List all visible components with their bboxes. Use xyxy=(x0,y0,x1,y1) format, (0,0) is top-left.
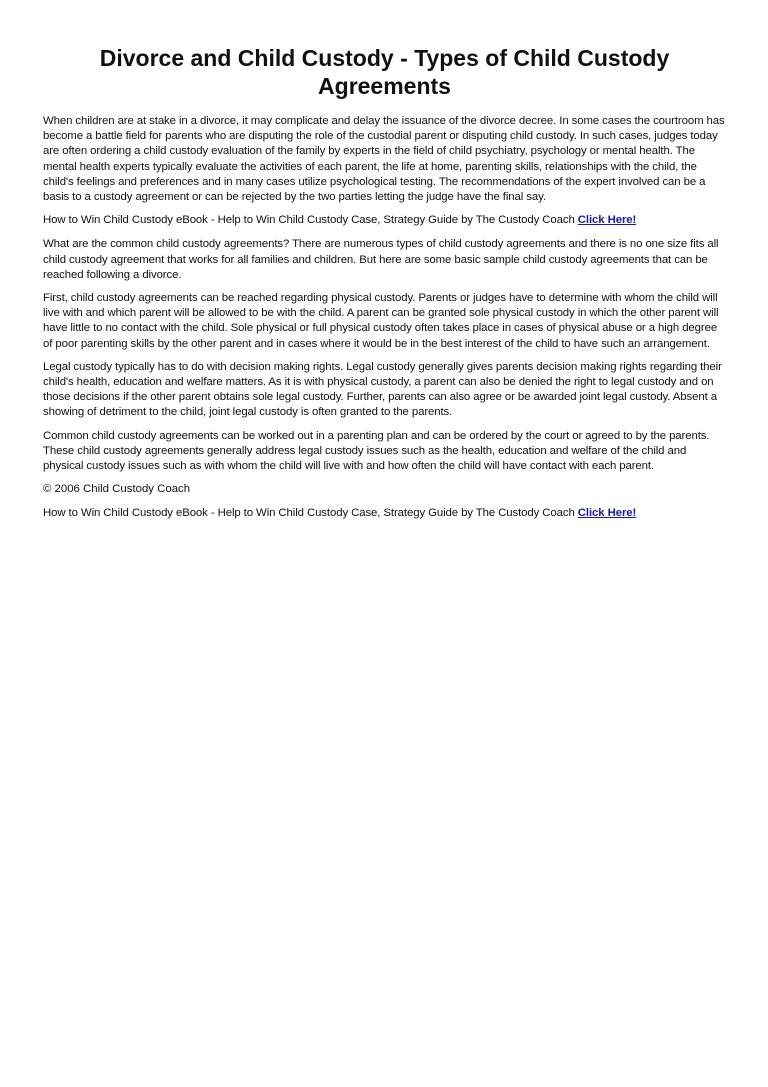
click-here-link[interactable]: Click Here! xyxy=(577,507,637,520)
copyright-notice: © 2006 Child Custody Coach xyxy=(43,483,191,496)
paragraph-parenting-plan: Common child custody agreements can be worked out in a parenting plan and can be ordered by the court or agreed to by the parents. These child custody agreements generally address legal custody issues such as the health, education and welfare of the child and physical custody issues such as with whom the child will live with and how often the child will have contact with each parent. xyxy=(43,429,710,473)
promo-text: How to Win Child Custody eBook - Help to Win Child Custody Case, Strategy Guide by The Custody Coach xyxy=(43,214,578,227)
paragraph-common-agreements: What are the common child custody agreements? There are numerous types of child custody agreements and there is no one size fits all child custody agreement that works for all families and children. But here are some basic sample child custody agreements that can be reached following a divorce. xyxy=(43,238,719,281)
paragraph-physical-custody: First, child custody agreements can be reached regarding physical custody. Parents or judges have to determine with whom the child will live with and which parent will be allowed to be with the child. A parent can be granted sole physical custody in which the other parent will have little to no contact with the child. Sole physical or full physical custody often takes place in cases of physical abuse or a high degree of poor parenting skills by the other parent and in cases where it would be in the best interest of the child to have such an arrangement. xyxy=(43,292,719,350)
document-title: Divorce and Child Custody - Types of Child Custody Agreements xyxy=(99,45,670,99)
paragraph-intro: When children are at stake in a divorce, it may complicate and delay the issuance of the divorce decree. In some cases the courtroom has become a battle field for parents who are disputing the role of the custodial parent or disputing child custody. In such cases, judges today are often ordering a child custody evaluation of the family by experts in the field of child psychiatry, psychology or mental health. The mental health experts typically evaluate the activities of each parent, the life at home, parenting skills, relationships with the child, the child's feelings and preferences and in many cases utilize psychological testing. The recommendations of the expert involved can be a basis to a custody agreement or can be rejected by the two parties letting the judge have the final say. xyxy=(43,115,725,204)
promo-text: How to Win Child Custody eBook - Help to Win Child Custody Case, Strategy Guide by The Custody Coach xyxy=(43,507,578,520)
promo-line-top xyxy=(43,213,726,228)
paragraph-legal-custody: Legal custody typically has to do with decision making rights. Legal custody generally gives parents decision making rights regarding their child's health, education and welfare matters. As it is with physical custody, a parent can also be denied the right to legal custody and on those decisions if the other parent obtains sole legal custody. Further, parents can also agree or be awarded joint legal custody. Absent a showing of detriment to the child, joint legal custody is often granted to the parents. xyxy=(43,360,722,419)
click-here-link[interactable]: Click Here! xyxy=(577,214,637,227)
promo-line-bottom xyxy=(43,506,726,521)
